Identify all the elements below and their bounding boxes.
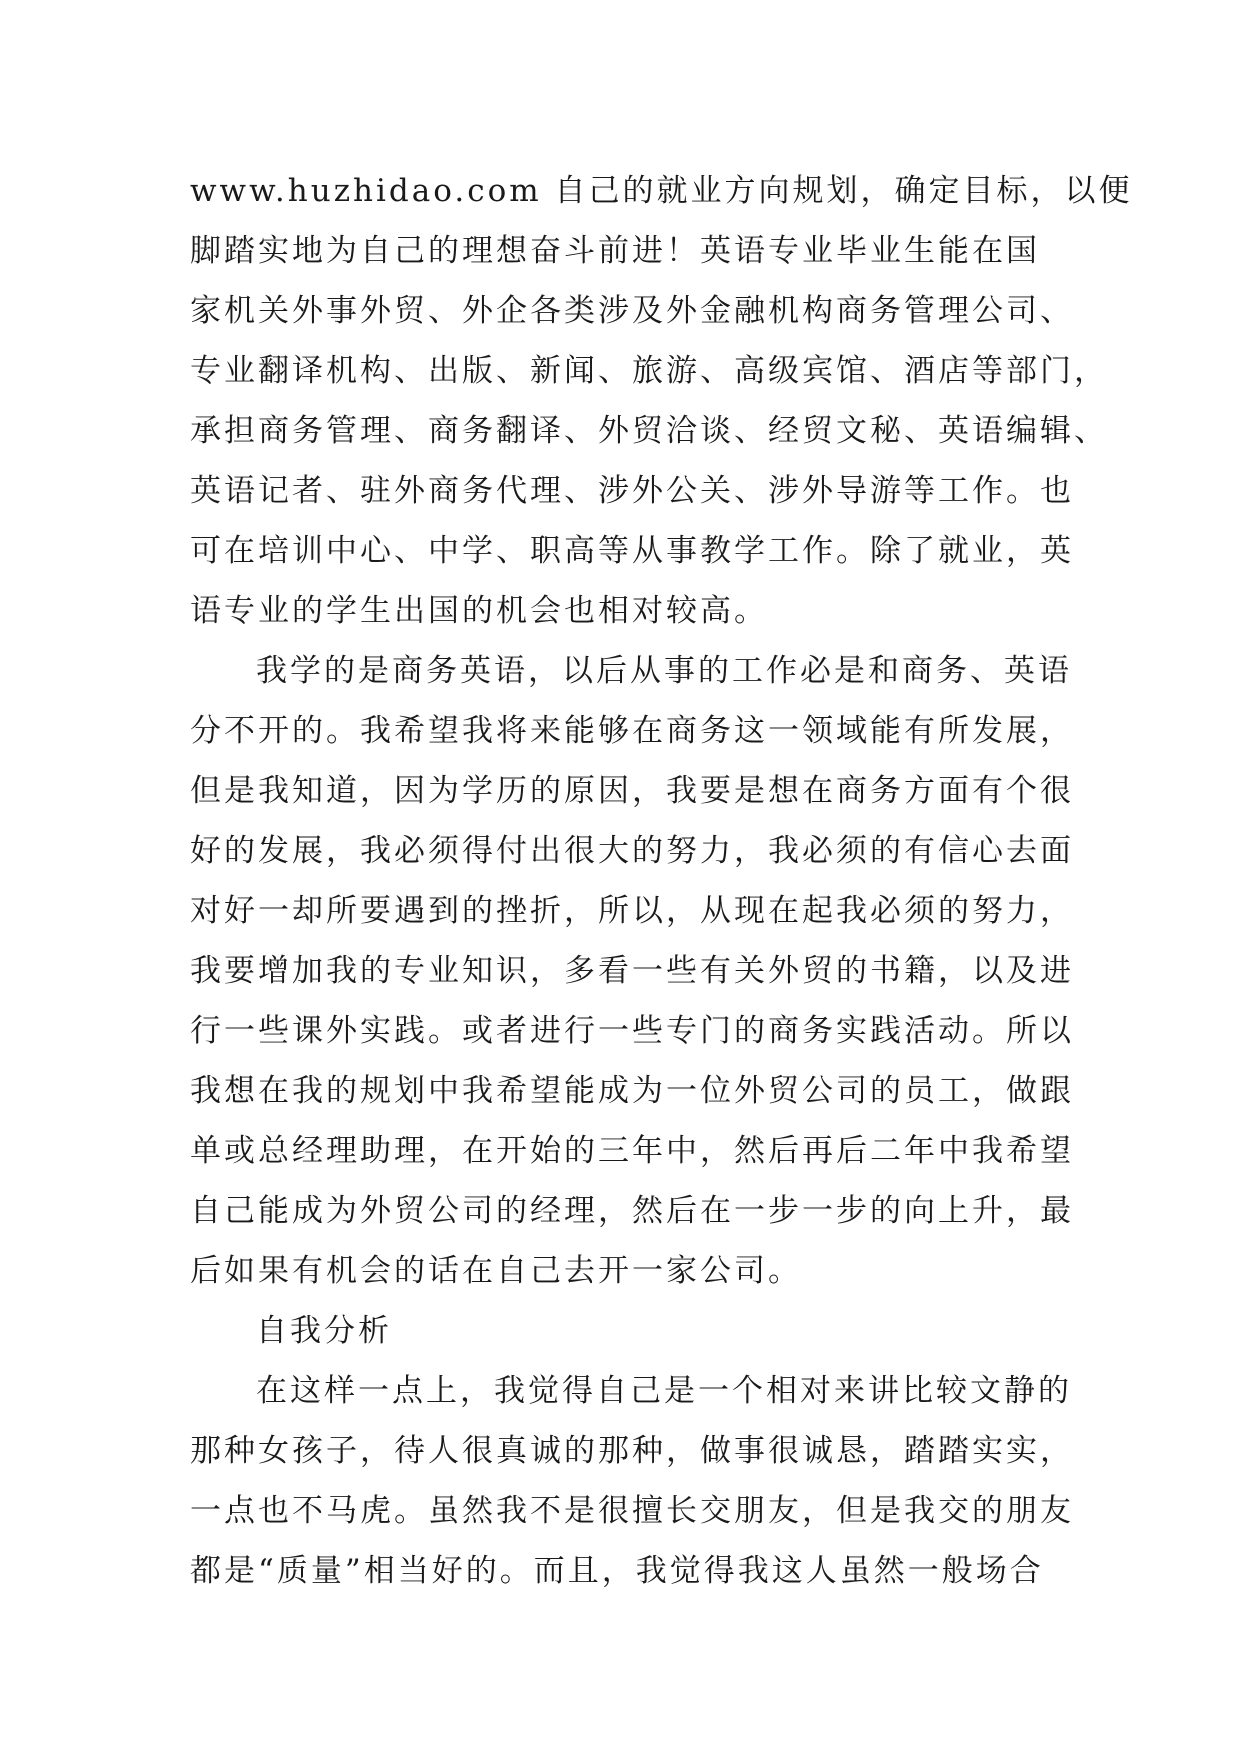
text-line: 自己能成为外贸公司的经理，然后在一步一步的向上升，最 (190, 1193, 1074, 1229)
text-line: 承担商务管理、商务翻译、外贸洽谈、经贸文秘、英语编辑、 (190, 413, 1108, 449)
text-line: www.huzhidao.com 自己的就业方向规划，确定目标，以便 (190, 173, 1133, 209)
text-line: 专业翻译机构、出版、新闻、旅游、高级宾馆、酒店等部门， (190, 353, 1108, 389)
text-line: 语专业的学生出国的机会也相对较高。 (190, 593, 768, 629)
section-heading: 自我分析 (256, 1313, 392, 1349)
text-line: 英语记者、驻外商务代理、涉外公关、涉外导游等工作。也 (190, 473, 1074, 509)
body-text (190, 161, 1133, 1601)
text-line: 但是我知道，因为学历的原因，我要是想在商务方面有个很 (190, 773, 1074, 809)
text-line: 脚踏实地为自己的理想奋斗前进！英语专业毕业生能在国 (190, 233, 1040, 269)
text-line: 在这样一点上，我觉得自己是一个相对来讲比较文静的 (256, 1373, 1072, 1409)
text-line: 家机关外事外贸、外企各类涉及外金融机构商务管理公司、 (190, 293, 1074, 329)
text-line: 好的发展，我必须得付出很大的努力，我必须的有信心去面 (190, 833, 1074, 869)
text-line: 我要增加我的专业知识，多看一些有关外贸的书籍，以及进 (190, 953, 1074, 989)
text-line: 都是“质量”相当好的。而且，我觉得我这人虽然一般场合 (190, 1553, 1044, 1589)
text-line: 单或总经理助理，在开始的三年中，然后再后二年中我希望 (190, 1133, 1074, 1169)
text-line: 我学的是商务英语，以后从事的工作必是和商务、英语 (256, 653, 1072, 689)
text-line: 可在培训中心、中学、职高等从事教学工作。除了就业，英 (190, 533, 1074, 569)
text-line: 后如果有机会的话在自己去开一家公司。 (190, 1253, 802, 1289)
text-line: 那种女孩子，待人很真诚的那种，做事很诚恳，踏踏实实， (190, 1433, 1074, 1469)
text-line: 对好一却所要遇到的挫折，所以，从现在起我必须的努力， (190, 893, 1074, 929)
text-line: 我想在我的规划中我希望能成为一位外贸公司的员工，做跟 (190, 1073, 1074, 1109)
text-line: 分不开的。我希望我将来能够在商务这一领域能有所发展， (190, 713, 1074, 749)
text-line: 一点也不马虎。虽然我不是很擅长交朋友，但是我交的朋友 (190, 1493, 1074, 1529)
text-line: 行一些课外实践。或者进行一些专门的商务实践活动。所以 (190, 1013, 1074, 1049)
